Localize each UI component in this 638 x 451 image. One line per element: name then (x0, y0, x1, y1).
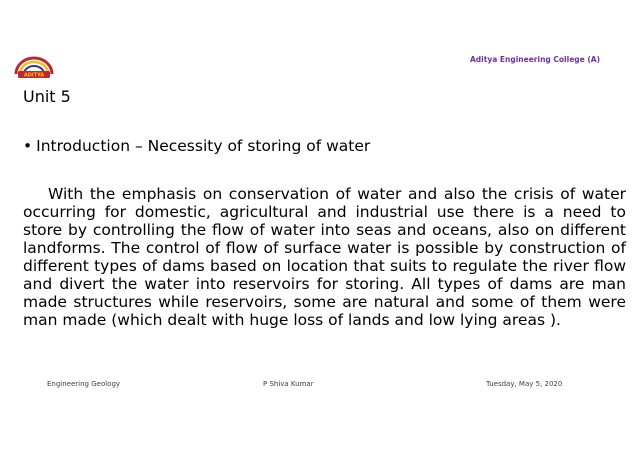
college-name: Aditya Engineering College (A) (470, 55, 601, 64)
footer-author: P Shiva Kumar (263, 380, 314, 388)
bullet-text: Introduction – Necessity of storing of water (36, 137, 371, 155)
bullet-item (23, 137, 370, 155)
bullet-dot: • (23, 137, 33, 155)
footer-date: Tuesday, May 5, 2020 (486, 380, 563, 388)
logo-text: ADITYA (23, 72, 45, 79)
body-paragraph: With the emphasis on conservation of water and also the crisis of water occurring for domestic, agricultural and industrial use there is a need to store by controlling the flow of water into seas and oceans, also on different landforms. The control of flow of surface water is possible by construction of different types of dams based on location that suits to regulate the river flow and divert the water into reservoirs for storing. All types of dams are man made structures while reservoirs, some are natural and some of them were man made (which dealt with huge loss of lands and low lying areas ). (23, 185, 626, 329)
footer-subject: Engineering Geology (47, 380, 121, 388)
unit-title: Unit 5 (23, 87, 71, 106)
college-logo (12, 54, 56, 80)
